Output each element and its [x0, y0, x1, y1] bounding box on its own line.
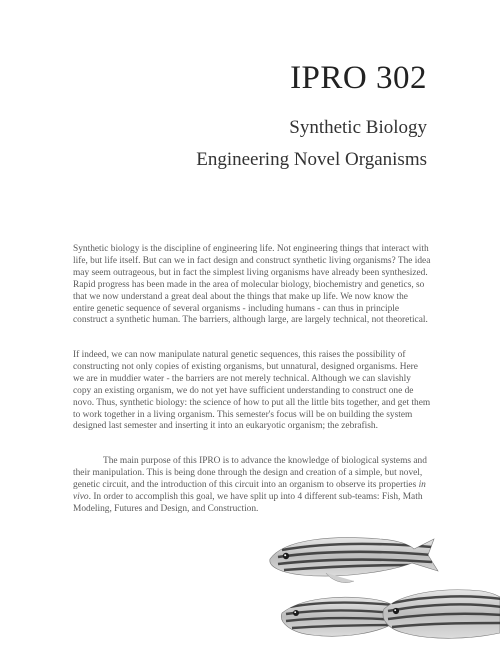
- purpose-text-start: The main purpose of this IPRO is to advance the knowledge of biological systems and their manipulation. This is being done through the design and creation of a simple, but novel, genetic circuit, and the introduction of this circuit into an organism to observe its properties: [73, 456, 427, 490]
- subtitle-secondary: Engineering Novel Organisms: [196, 149, 427, 170]
- subtitle: Synthetic Biology: [289, 117, 427, 138]
- zebrafish-bottom-right: [383, 590, 500, 638]
- zebrafish-top: [270, 538, 438, 583]
- page-title: IPRO 302: [290, 60, 427, 96]
- zebrafish-image: [262, 515, 500, 647]
- second-paragraph: If indeed, we can now manipulate natural genetic sequences, this raises the possibility of constructing not only copies of existing organisms, but unnatural, designed organisms. Here we are in muddier water - the barriers are not merely technical. Although we can slavishly copy an existing organism, we do not yet have sufficient understanding to construct one de novo. Thus, synthetic biology: the science of how to put all the little bits together, and get them to work together in a living organism. This semester's focus will be on building the system designed last semester and inserting it into an eukaryotic organism; the zebrafish.: [73, 350, 431, 432]
- purpose-text-italic: in vivo: [73, 479, 426, 502]
- purpose-text-end: . In order to accomplish this goal, we have split up into 4 different sub-teams: Fish, Math Modeling, Futures and Design, and Construction.: [73, 491, 423, 514]
- purpose-paragraph: [73, 456, 431, 516]
- intro-paragraph: Synthetic biology is the discipline of engineering life. Not engineering things that interact with life, but life itself. But can we in fact design and construct synthetic living organisms? The idea may seem outrageous, but in fact the simplest living organisms have already been synthesized. Rapid progress has been made in the area of molecular biology, biochemistry and genetics, so that we now understand a great deal about the things that make up life. We now know the entire genetic sequence of several organisms - including humans - can thus in principle construct a synthetic human. The barriers, although large, are largely technical, not theoretical.: [73, 244, 431, 326]
